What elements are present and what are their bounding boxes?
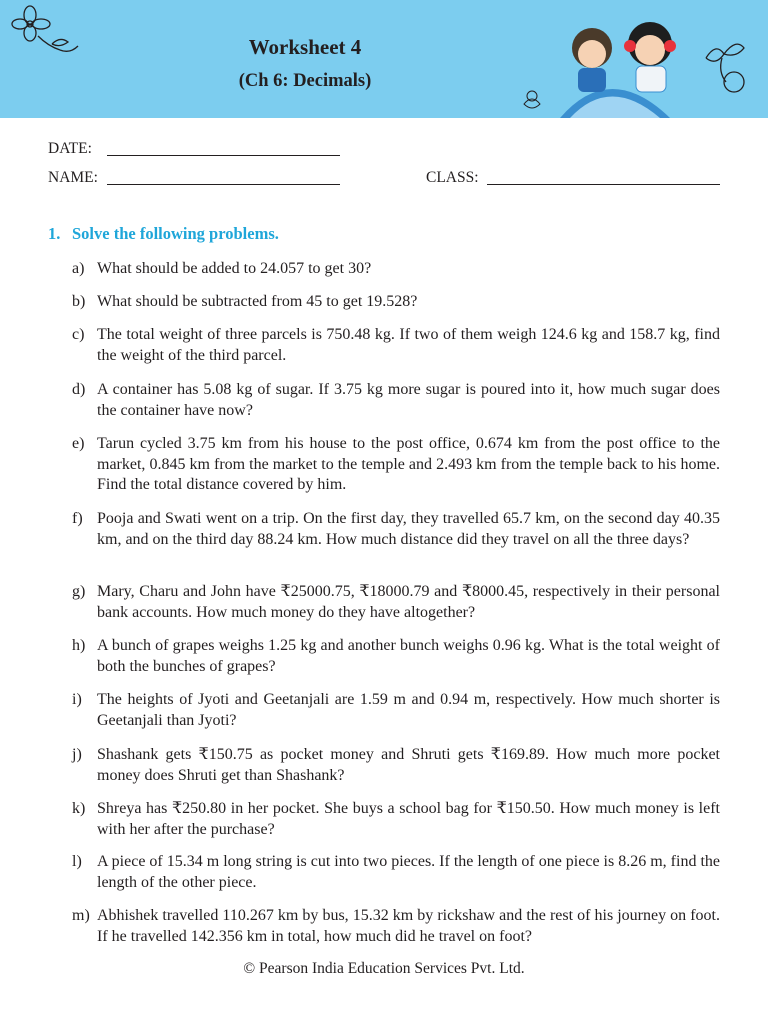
question-text: Mary, Charu and John have ₹25000.75, ₹18000.79 and ₹8000.45, respectively in their personal bank accounts. How much money do they have altogether? <box>97 583 720 621</box>
question-label: f) <box>72 510 83 527</box>
date-field[interactable] <box>107 155 340 156</box>
question-label: c) <box>72 326 85 343</box>
date-label: DATE: <box>48 140 92 157</box>
class-label: CLASS: <box>426 169 479 186</box>
name-label: NAME: <box>48 169 98 186</box>
question-text: Pooja and Swati went on a trip. On the first day, they travelled 65.7 km, on the second day 40.35 km, and on the third day 88.24 km. How much distance did they travel on all the three days? <box>97 510 720 548</box>
worksheet-title: Worksheet 4 <box>248 35 362 59</box>
question-text: A bunch of grapes weighs 1.25 kg and another bunch weighs 0.96 kg. What is the total weight of both the bunches of grapes? <box>97 637 720 675</box>
section-number: 1. <box>48 224 61 243</box>
question-label: h) <box>72 637 86 654</box>
question-label: j) <box>72 746 82 763</box>
question-text: Tarun cycled 3.75 km from his house to the post office, 0.674 km from the post office to the market, 0.845 km from the market to the temple and 2.493 km from the temple back to his home. Find the total distance covered by him. <box>97 435 720 493</box>
question-text: Abhishek travelled 110.267 km by bus, 15.32 km by rickshaw and the rest of his journey on foot. If he travelled 142.356 km in total, how much did he travel on foot? <box>97 907 720 945</box>
question-label: k) <box>72 800 86 817</box>
class-field[interactable] <box>487 184 720 185</box>
question-label: l) <box>72 853 82 870</box>
question-label: m) <box>72 907 90 924</box>
question-text: A container has 5.08 kg of sugar. If 3.75 kg more sugar is poured into it, how much sugar does the container have now? <box>97 381 720 419</box>
question-label: d) <box>72 381 86 398</box>
question-label: a) <box>72 260 85 277</box>
question-text: The heights of Jyoti and Geetanjali are 1.59 m and 0.94 m, respectively. How much shorter is Geetanjali than Jyoti? <box>97 691 720 729</box>
question-label: e) <box>72 435 85 452</box>
question-text: Shashank gets ₹150.75 as pocket money and Shruti gets ₹169.89. How much more pocket money does Shruti get than Shashank? <box>97 746 720 784</box>
question-text: The total weight of three parcels is 750.48 kg. If two of them weigh 124.6 kg and 158.7 kg, find the weight of the third parcel. <box>97 326 720 364</box>
question-text: A piece of 15.34 m long string is cut into two pieces. If the length of one piece is 8.26 m, find the length of the other piece. <box>97 853 720 891</box>
question-text: What should be subtracted from 45 to get 19.528? <box>97 293 418 310</box>
question-text: What should be added to 24.057 to get 30? <box>97 260 372 277</box>
name-field[interactable] <box>107 184 340 185</box>
section-heading <box>48 224 279 244</box>
question-label: i) <box>72 691 82 708</box>
question-label: b) <box>72 293 86 310</box>
question-text: Shreya has ₹250.80 in her pocket. She buys a school bag for ₹150.50. How much money is left with her after the purchase? <box>97 800 720 838</box>
worksheet-subtitle: (Ch 6: Decimals) <box>238 71 372 91</box>
question-label: g) <box>72 583 86 600</box>
section-title: Solve the following problems. <box>72 224 279 243</box>
copyright-footer: © Pearson India Education Services Pvt. Ltd. <box>243 960 525 977</box>
leaf-doodle-icon <box>696 32 756 102</box>
